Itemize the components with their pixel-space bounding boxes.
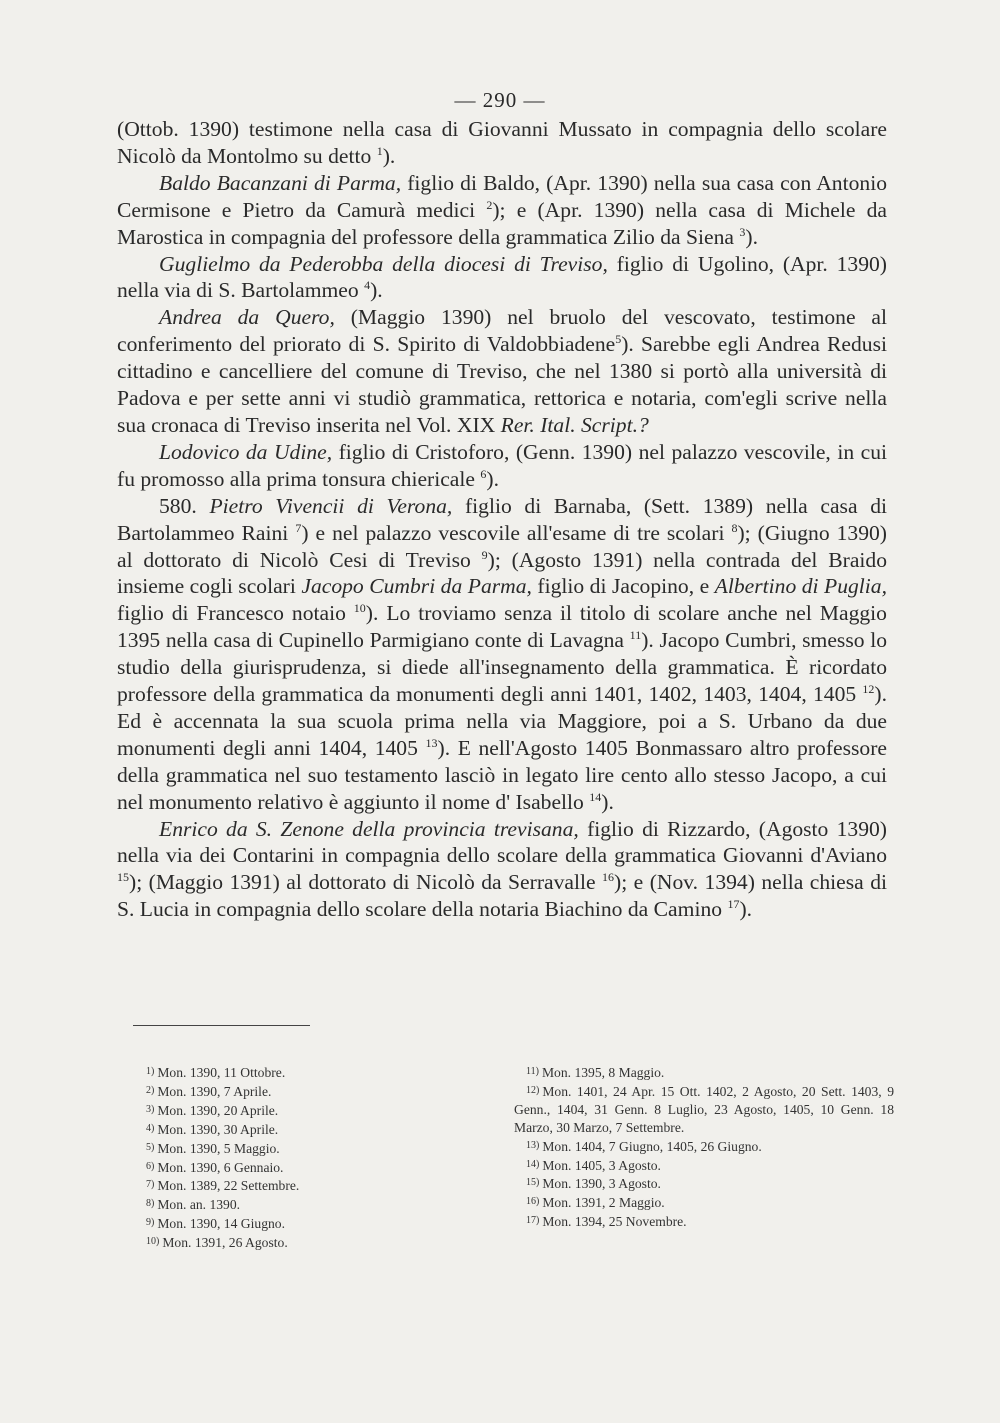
text-run: ); (Maggio 1391) al dottorato di Nicolò da Serravalle [129, 870, 603, 895]
footnote [514, 1212, 894, 1231]
text-run: ). [370, 278, 383, 303]
italic-name: Enrico da S. Zenone della provincia trevisana, [159, 816, 579, 841]
text-run: ); (Giugno 1390) al dottorato di Nicolò Cesi di Treviso [117, 520, 887, 572]
text-run: figlio di Francesco notaio [117, 601, 354, 626]
text-run: ). [745, 224, 758, 249]
italic-name: Baldo Bacanzani di Parma, [159, 170, 402, 195]
footnote-reference: 14 [589, 789, 602, 804]
footnote-mark: 9) [146, 1217, 155, 1229]
footnote-text: Mon. 1390, 14 Giugno. [157, 1216, 285, 1232]
text-run: ). Ed è accennata la sua scuola prima nella via Maggiore, poi a S. Urbano da due monumenti degli anni 1404, 1405 [117, 682, 887, 760]
footnote-mark: 13) [526, 1139, 540, 1151]
footnote-reference: 10 [353, 601, 366, 616]
footnote-text: Mon. 1390, 3 Agosto. [542, 1176, 661, 1192]
footnote-reference: 4 [364, 278, 371, 293]
text-run: ). [382, 143, 396, 168]
footnote-separator [133, 1025, 310, 1026]
footnote [514, 1193, 894, 1212]
italic-name: Jacopo Cumbri da Parma, [301, 574, 532, 599]
footnote [514, 1137, 894, 1156]
footnote-mark: 7) [146, 1179, 155, 1191]
italic-name: Rer. Ital. Script.? [500, 412, 649, 437]
text-run: figlio di Barnaba, (Sett. 1389) nella casa di Bartolammeo Raini [117, 493, 887, 545]
footnote-mark: 3) [146, 1103, 155, 1115]
text-run: 580. [159, 493, 210, 518]
footnote-mark: 8) [146, 1198, 155, 1210]
text-run: (Ottob. 1390) testimone nella casa di Giovanni Mussato in compagnia dello scolare Nicolò da Montolmo su detto [117, 117, 887, 168]
footnote [514, 1082, 894, 1137]
text-run: ). Jacopo Cumbri, smesso lo studio della giurisprudenza, si diede all'insegnamento della grammatica. È ricordato professore della grammatica da monumenti degli anni 1401, 1402, 1403, 1404, 1405 [117, 628, 887, 707]
footnote [146, 1101, 446, 1120]
footnote [146, 1158, 446, 1177]
page-number: — 290 — [454, 88, 546, 112]
footnote-text: Mon. 1404, 7 Giugno, 1405, 26 Giugno. [542, 1138, 762, 1154]
footnote-mark: 11) [526, 1066, 539, 1077]
footnote-text: Mon. 1405, 3 Agosto. [542, 1157, 661, 1173]
footnote-reference: 16 [602, 870, 615, 885]
text-run: ); e (Apr. 1390) nella casa di Michele da Marostica in compagnia del professore della grammatica Zilio da Siena [117, 197, 888, 249]
text-run: figlio di Jacopino, e [531, 574, 715, 599]
footnote-mark: 15) [526, 1177, 540, 1189]
paragraph [117, 439, 887, 493]
italic-name: Guglielmo da Pederobba della diocesi di Treviso, [159, 251, 608, 276]
footnote-text: Mon. 1390, 7 Aprile. [157, 1083, 272, 1099]
italic-name: Lodovico da Udine, [159, 439, 333, 464]
footnote-text: Mon. 1390, 5 Maggio. [157, 1140, 280, 1156]
footnote [146, 1195, 446, 1214]
footnote-reference: 3 [739, 224, 746, 239]
footnote-reference: 17 [727, 897, 740, 912]
paragraph [117, 816, 887, 924]
footnote [146, 1063, 446, 1082]
footnote-reference: 9 [481, 547, 488, 562]
footnote-mark: 5) [146, 1141, 155, 1153]
text-run: ). [739, 897, 753, 922]
footnote-mark: 4) [146, 1122, 155, 1134]
footnote-mark: 10) [146, 1236, 160, 1248]
text-run: figlio di Cristoforo, (Genn. 1390) nel palazzo vescovile, in cui fu promosso alla prima tonsura chiericale [117, 439, 887, 491]
footnote-text: Mon. 1390, 6 Gennaio. [157, 1159, 284, 1175]
footnote [514, 1063, 894, 1082]
footnote [146, 1120, 446, 1139]
paragraph [117, 304, 887, 439]
footnote-text: Mon. 1390, 11 Ottobre. [157, 1065, 286, 1080]
footnote-text: Mon. 1389, 22 Settembre. [157, 1178, 300, 1194]
paragraph [117, 493, 887, 816]
footnote [146, 1082, 446, 1101]
italic-name: Albertino di Puglia, [714, 574, 887, 599]
footnote-reference: 2 [486, 197, 493, 212]
footnote-reference: 1 [376, 143, 383, 158]
footnote-text: Mon. 1390, 20 Aprile. [157, 1102, 279, 1118]
footnote-reference: 15 [117, 870, 129, 885]
paragraph [117, 170, 887, 251]
text-run: ); e (Nov. 1394) nella chiesa di S. Lucia in compagnia dello scolare della notaria Biachino da Camino [117, 870, 887, 922]
footnote-reference: 7 [295, 520, 302, 535]
footnote-mark: 14) [526, 1158, 540, 1170]
text-run: ). E nell'Agosto 1405 Bonmassaro altro professore della grammatica nel suo testamento lasciò in legato lire cento allo stesso Jacopo, a cui nel monumento relativo è aggiunto il nome d' Isabello [117, 735, 887, 814]
text-run: ) e nel palazzo vescovile all'esame di tre scolari [301, 520, 732, 545]
footnote-mark: 2) [146, 1084, 155, 1096]
footnote-text: Mon. 1394, 25 Novembre. [542, 1214, 687, 1230]
text-run: ). Sarebbe egli Andrea Redusi cittadino e cancelliere del comune di Treviso, che nel 1380 si portò alla università di Padova e per sette anni vi studiò grammatica, rettorica e notaria, com'egli scrive nella sua cronaca di Treviso inserita nel Vol. XIX [117, 332, 887, 437]
footnote-text: Mon. 1391, 26 Agosto. [162, 1235, 288, 1251]
text-run: ). Lo troviamo senza il titolo di scolare anche nel Maggio 1395 nella casa di Cupinello Parmigiano conte di Lavagna [117, 601, 887, 653]
text-run: figlio di Rizzardo, (Agosto 1390) nella via dei Contarini in compagnia dello scolare della grammatica Giovanni d'Aviano [117, 816, 887, 868]
footnote-mark: 16) [526, 1196, 540, 1208]
footnote-reference: 5 [615, 332, 622, 347]
text-run: ); (Agosto 1391) nella contrada del Braido insieme cogli scolari [117, 547, 887, 599]
italic-name: Andrea da Quero, [159, 305, 335, 330]
footnotes-right-column [514, 1063, 894, 1231]
footnote-text: Mon. 1391, 2 Maggio. [542, 1195, 665, 1211]
footnote [514, 1156, 894, 1175]
text-run: figlio di Ugolino, (Apr. 1390) nella via di S. Bartolammeo [117, 251, 887, 303]
footnote-reference: 8 [731, 520, 738, 535]
footnote-mark: 12) [526, 1084, 540, 1096]
text-run: figlio di Baldo, (Apr. 1390) nella sua casa con Antonio Cermisone e Pietro da Camurà medici [117, 170, 887, 222]
text-run: ). [601, 789, 614, 814]
paragraph [117, 116, 887, 170]
footnote-reference: 6 [480, 466, 487, 481]
footnote [146, 1139, 446, 1158]
footnote-reference: 11 [629, 628, 642, 643]
italic-name: Pietro Vivencii di Verona, [209, 493, 453, 518]
footnote [146, 1214, 446, 1233]
footnote [146, 1176, 446, 1195]
footnote-text: Mon. 1401, 24 Apr. 15 Ott. 1402, 2 Agosto, 20 Sett. 1403, 9 Genn., 1404, 31 Genn. 8 Luglio, 23 Agosto, 1405, 10 Genn. 18 Marzo, 30 Marzo, 7 Settembre. [514, 1083, 894, 1135]
footnote [146, 1233, 446, 1252]
paragraph [117, 251, 887, 305]
footnote-text: Mon. an. 1390. [157, 1197, 241, 1213]
footnote-mark: 6) [146, 1160, 155, 1172]
footnote [514, 1174, 894, 1193]
footnote-reference: 12 [862, 682, 875, 697]
footnote-text: Mon. 1390, 30 Aprile. [157, 1121, 279, 1137]
footnote-reference: 13 [425, 735, 438, 750]
footnote-text: Mon. 1395, 8 Maggio. [541, 1065, 665, 1080]
footnotes-left-column [146, 1063, 446, 1252]
text-run: ). [486, 466, 499, 491]
footnote-mark: 17) [526, 1215, 540, 1227]
footnote-mark: 1) [146, 1066, 155, 1077]
body-text [117, 116, 887, 923]
text-run: (Maggio 1390) nel bruolo del vescovato, testimone al conferimento del priorato di S. Spirito di Valdobbiadene [117, 305, 887, 357]
